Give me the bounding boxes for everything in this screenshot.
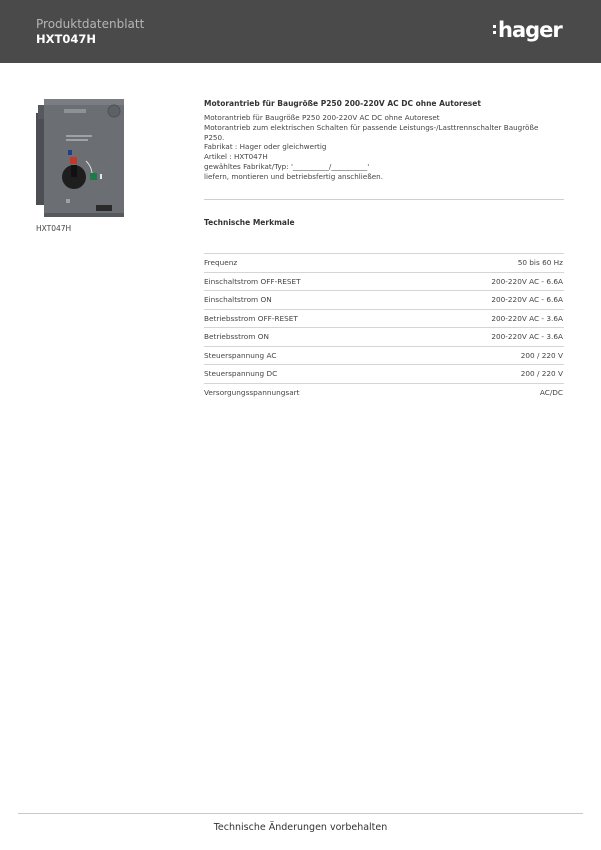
spec-value: 200 / 220 V xyxy=(520,350,563,360)
spec-label: Frequenz xyxy=(204,258,238,268)
spec-label: Steuerspannung DC xyxy=(204,369,278,379)
table-row xyxy=(204,309,564,328)
motor-drive-illustration xyxy=(36,95,128,221)
technical-features-heading: Technische Merkmale xyxy=(204,218,295,227)
spec-table xyxy=(204,253,564,401)
description-line: Fabrikat : Hager oder gleichwertig xyxy=(204,142,327,152)
description-line: Artikel : HXT047H xyxy=(204,152,268,162)
table-row xyxy=(204,327,564,346)
spec-label: Betriebsstrom ON xyxy=(204,332,269,342)
spec-value: 200-220V AC - 3.6A xyxy=(491,332,563,342)
spec-label: Versorgungsspannungsart xyxy=(204,387,300,397)
spec-value: 200-220V AC - 6.6A xyxy=(491,295,563,305)
spec-value: 50 bis 60 Hz xyxy=(517,258,563,268)
spec-label: Steuerspannung AC xyxy=(204,350,277,360)
spec-value: 200 / 220 V xyxy=(520,369,563,379)
table-row xyxy=(204,272,564,291)
hager-logo xyxy=(489,16,569,46)
description-line: liefern, montieren und betriebsfertig anschließen. xyxy=(204,171,383,181)
footer-divider xyxy=(18,813,583,814)
document-type-label: Produktdatenblatt xyxy=(36,17,145,31)
description-line: P250. xyxy=(204,132,225,142)
spec-value: 200-220V AC - 3.6A xyxy=(491,313,563,323)
table-row xyxy=(204,346,564,365)
spec-label: Einschaltstrom ON xyxy=(204,295,272,305)
description-line: Motorantrieb zum elektrischen Schalten für passende Leistungs-/Lasttrennschalter Baugröße xyxy=(204,122,539,132)
spec-value: AC/DC xyxy=(539,387,563,397)
image-caption: HXT047H xyxy=(36,224,72,233)
description-line: gewähltes Fabrikat/Typ: '__________/__________' xyxy=(204,161,370,171)
product-heading: Motorantrieb für Baugröße P250 200-220V AC DC ohne Autoreset xyxy=(204,99,481,108)
section-divider xyxy=(204,199,564,200)
description-line: Motorantrieb für Baugröße P250 200-220V AC DC ohne Autoreset xyxy=(204,113,440,122)
spec-label: Einschaltstrom OFF-RESET xyxy=(204,276,301,286)
table-row xyxy=(204,253,564,272)
product-image xyxy=(36,95,128,221)
product-code-title: HXT047H xyxy=(36,32,96,46)
spec-label: Betriebsstrom OFF-RESET xyxy=(204,313,298,323)
table-row xyxy=(204,290,564,309)
product-description xyxy=(204,99,564,182)
logo-text: hager xyxy=(498,18,562,42)
page-header xyxy=(0,0,601,63)
table-row xyxy=(204,383,564,402)
footer-note: Technische Änderungen vorbehalten xyxy=(213,822,388,833)
spec-value: 200-220V AC - 6.6A xyxy=(491,276,563,286)
table-row xyxy=(204,364,564,383)
